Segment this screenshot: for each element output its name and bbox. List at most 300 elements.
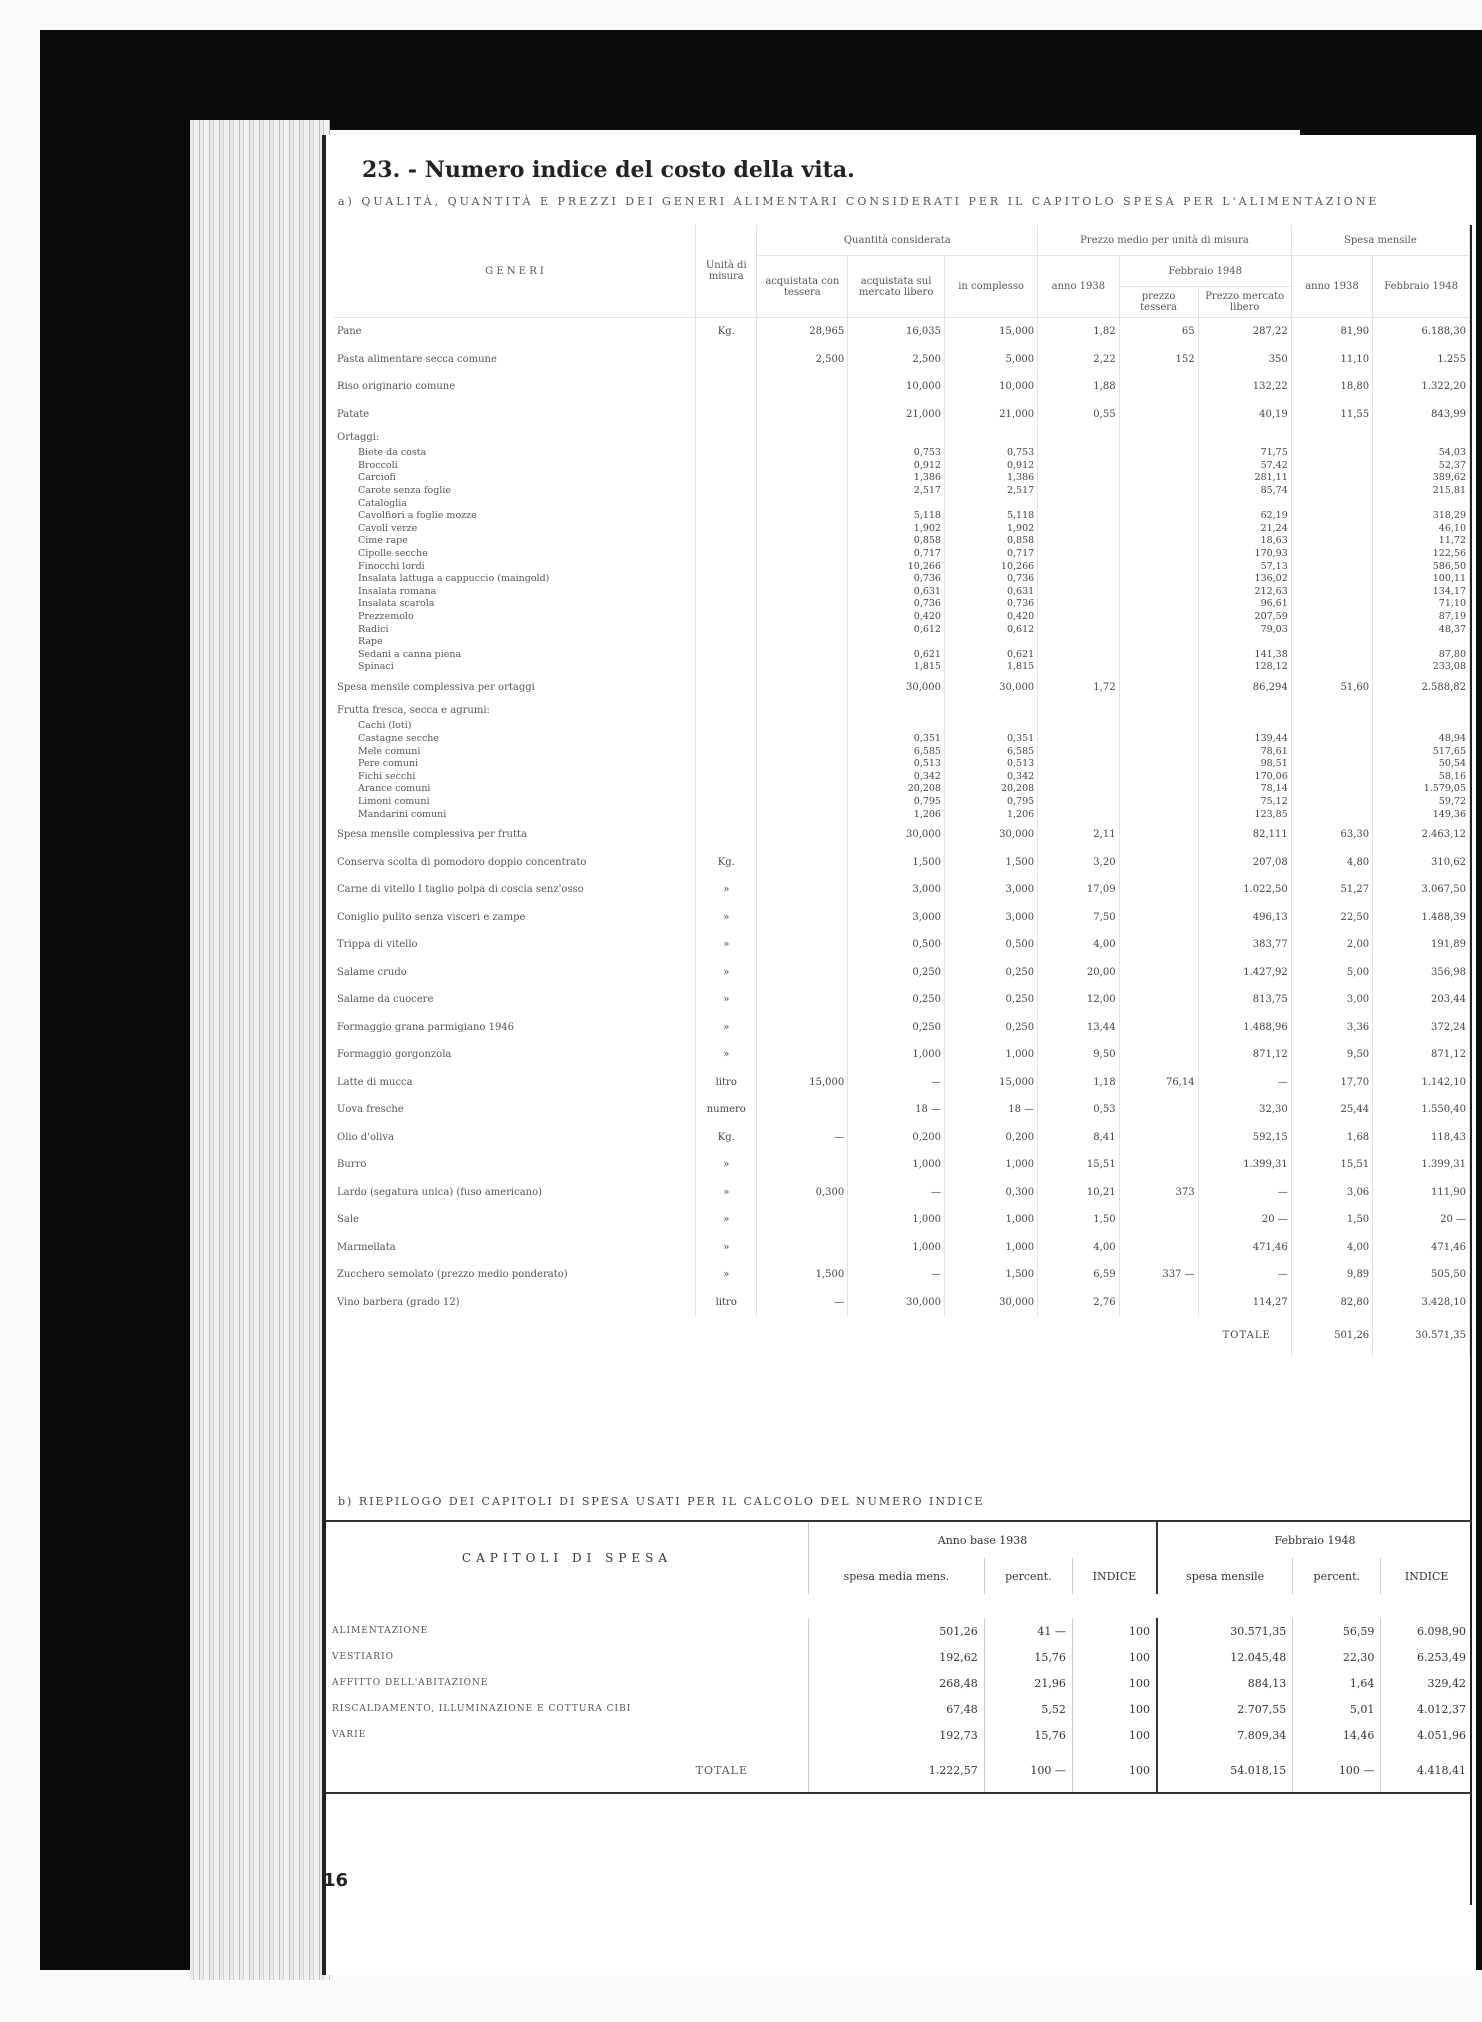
table-row — [334, 808, 1470, 821]
cell-p-libero: 132,22 — [1198, 373, 1291, 401]
cell-q-libero: 0,795 — [848, 796, 945, 809]
cell-indice-feb: 6.253,49 — [1381, 1644, 1472, 1670]
cell-s-feb: 111,90 — [1373, 1178, 1470, 1206]
cell-p-1938: 10,21 — [1038, 1178, 1119, 1206]
group-label: Frutta fresca, secca e agrumi: — [334, 701, 696, 720]
cell-unita: » — [696, 1041, 757, 1069]
cell-empty — [1291, 701, 1372, 720]
cell-p-libero: 871,12 — [1198, 1041, 1291, 1069]
cell-q-complesso: 1,000 — [944, 1151, 1037, 1179]
cell-p-libero: 141,38 — [1198, 649, 1291, 662]
cell-spesa-1938: 1.222,57 — [809, 1748, 985, 1793]
table-row — [334, 573, 1470, 586]
cell-q-libero: 20,208 — [848, 783, 945, 796]
cell-q-complesso: 20,208 — [944, 783, 1037, 796]
cell-q-complesso: 5,118 — [944, 510, 1037, 523]
table-row — [334, 903, 1470, 931]
cell-indice-feb: 4.418,41 — [1381, 1748, 1472, 1793]
cell-p-tessera — [1119, 636, 1198, 649]
cell-q-tessera — [757, 931, 848, 959]
cell-unita — [696, 586, 757, 599]
table-row — [334, 586, 1470, 599]
cell-q-libero: 5,118 — [848, 510, 945, 523]
cell-s-1938 — [1291, 497, 1372, 510]
cell-q-tessera — [757, 674, 848, 702]
cell-s-feb: 505,50 — [1373, 1261, 1470, 1289]
cell-unita: » — [696, 1151, 757, 1179]
cell-q-tessera — [757, 745, 848, 758]
cell-empty — [696, 428, 757, 447]
cell-q-libero: 0,250 — [848, 958, 945, 986]
cell-p-libero: 82,111 — [1198, 821, 1291, 849]
cell-s-1938: 51,60 — [1291, 674, 1372, 702]
cell-unita: Kg. — [696, 1123, 757, 1151]
cell-unita — [696, 510, 757, 523]
cell-empty — [1373, 428, 1470, 447]
cell-indice-1938: 100 — [1072, 1696, 1157, 1722]
cell-genere: Insalata lattuga a cappuccio (maingold) — [334, 573, 696, 586]
cell-s-1938 — [1291, 808, 1372, 821]
cell-spesa-1938: 268,48 — [809, 1670, 985, 1696]
cell-p-1938: 15,51 — [1038, 1151, 1119, 1179]
table-row — [334, 485, 1470, 498]
totale-row — [334, 1316, 1470, 1356]
cell-q-tessera — [757, 636, 848, 649]
cell-q-complesso: 18 — — [944, 1096, 1037, 1124]
cell-p-tessera — [1119, 808, 1198, 821]
cell-p-libero — [1198, 720, 1291, 733]
cell-q-libero: 0,200 — [848, 1123, 945, 1151]
cell-spesa-feb: 12.045,48 — [1157, 1644, 1293, 1670]
cell-genere: Rape — [334, 636, 696, 649]
cell-p-libero: 170,06 — [1198, 771, 1291, 784]
summary-row — [326, 1618, 1472, 1644]
cell-q-libero: 1,000 — [848, 1151, 945, 1179]
cell-p-libero: 79,03 — [1198, 623, 1291, 636]
cell-p-libero: 85,74 — [1198, 485, 1291, 498]
cell-q-complesso — [944, 497, 1037, 510]
cell-s-1938 — [1291, 535, 1372, 548]
cell-q-tessera — [757, 401, 848, 429]
cell-s-feb: 6.188,30 — [1373, 318, 1470, 346]
cell-genere: Patate — [334, 401, 696, 429]
cell-q-tessera — [757, 986, 848, 1014]
cell-genere: Insalata romana — [334, 586, 696, 599]
cell-indice-1938: 100 — [1072, 1618, 1157, 1644]
cell-p-1938: 0,55 — [1038, 401, 1119, 429]
totale-s-1938: 501,26 — [1291, 1316, 1372, 1356]
cell-s-feb: 48,94 — [1373, 733, 1470, 746]
cell-genere: Insalata scarola — [334, 598, 696, 611]
cell-unita — [696, 771, 757, 784]
section-a-title: 23. - Numero indice del costo della vita. — [362, 157, 855, 183]
cell-empty — [696, 701, 757, 720]
totale-s-feb: 30.571,35 — [1373, 1316, 1470, 1356]
cell-unita: » — [696, 1206, 757, 1234]
cell-p-1938 — [1038, 733, 1119, 746]
table-row — [334, 1096, 1470, 1124]
cell-unita: » — [696, 1178, 757, 1206]
cell-unita: » — [696, 931, 757, 959]
cell-unita — [696, 346, 757, 374]
cell-p-libero: — — [1198, 1178, 1291, 1206]
cell-genere: Cavoli verze — [334, 523, 696, 536]
cell-s-1938: 18,80 — [1291, 373, 1372, 401]
cell-p-tessera — [1119, 373, 1198, 401]
cell-p-tessera — [1119, 848, 1198, 876]
cell-unita — [696, 720, 757, 733]
col-unita: Unità di misura — [696, 225, 757, 318]
table-row — [334, 510, 1470, 523]
table-row — [334, 623, 1470, 636]
cell-percent-1938: 5,52 — [984, 1696, 1072, 1722]
cell-s-1938 — [1291, 460, 1372, 473]
cell-genere: Olio d'oliva — [334, 1123, 696, 1151]
cell-percent-1938: 15,76 — [984, 1722, 1072, 1748]
cell-unita: » — [696, 1013, 757, 1041]
cell-s-1938 — [1291, 472, 1372, 485]
cell-q-tessera — [757, 1013, 848, 1041]
cell-q-complesso: 1,000 — [944, 1233, 1037, 1261]
cell-s-feb: 87,19 — [1373, 611, 1470, 624]
cell-genere: Spinaci — [334, 661, 696, 674]
cell-p-tessera — [1119, 783, 1198, 796]
cell-s-1938: 2,00 — [1291, 931, 1372, 959]
cell-q-libero: 1,206 — [848, 808, 945, 821]
cell-unita: Kg. — [696, 848, 757, 876]
cell-p-libero: 1.022,50 — [1198, 876, 1291, 904]
cell-q-libero: 30,000 — [848, 1288, 945, 1316]
cell-p-tessera — [1119, 472, 1198, 485]
cell-unita — [696, 821, 757, 849]
table-row — [334, 611, 1470, 624]
cell-unita: » — [696, 876, 757, 904]
cell-s-feb: 2.463,12 — [1373, 821, 1470, 849]
col-p-feb: Febbraio 1948 — [1119, 256, 1291, 287]
cell-s-1938 — [1291, 611, 1372, 624]
cell-genere: Burro — [334, 1151, 696, 1179]
cell-spesa-feb: 54.018,15 — [1157, 1748, 1293, 1793]
cell-genere: Lardo (segatura unica) (fuso americano) — [334, 1178, 696, 1206]
cell-p-tessera — [1119, 986, 1198, 1014]
cell-empty — [1198, 701, 1291, 720]
table-row — [334, 472, 1470, 485]
cell-p-tessera — [1119, 523, 1198, 536]
table-row — [334, 598, 1470, 611]
cell-p-tessera — [1119, 447, 1198, 460]
cell-s-1938 — [1291, 758, 1372, 771]
cell-unita — [696, 497, 757, 510]
cell-q-libero: 1,500 — [848, 848, 945, 876]
table-row — [334, 958, 1470, 986]
cell-s-1938: 3,00 — [1291, 986, 1372, 1014]
cell-unita — [696, 661, 757, 674]
cell-q-libero: 0,736 — [848, 573, 945, 586]
cell-genere: Formaggio gorgonzola — [334, 1041, 696, 1069]
spacer — [326, 1594, 1472, 1618]
cell-q-libero: — — [848, 1178, 945, 1206]
cell-s-1938: 82,80 — [1291, 1288, 1372, 1316]
cell-s-feb — [1373, 636, 1470, 649]
col-spesa: Spesa mensile — [1291, 225, 1469, 256]
cell-s-feb: 58,16 — [1373, 771, 1470, 784]
cell-q-complesso: 2,517 — [944, 485, 1037, 498]
group-label-row — [334, 428, 1470, 447]
cell-p-tessera — [1119, 903, 1198, 931]
cell-q-libero: 1,815 — [848, 661, 945, 674]
cell-q-tessera — [757, 523, 848, 536]
cell-q-complesso: 0,795 — [944, 796, 1037, 809]
cell-q-tessera — [757, 447, 848, 460]
cell-q-tessera — [757, 783, 848, 796]
cell-genere: Mandarini comuni — [334, 808, 696, 821]
cell-p-libero: 96,61 — [1198, 598, 1291, 611]
col-q-libero: acquistata sul mercato libero — [848, 256, 945, 318]
cell-s-1938: 9,89 — [1291, 1261, 1372, 1289]
table-row — [334, 1068, 1470, 1096]
cell-q-tessera — [757, 560, 848, 573]
cell-empty — [848, 428, 945, 447]
cell-unita: » — [696, 1233, 757, 1261]
group-label-row — [334, 701, 1470, 720]
table-row — [334, 1123, 1470, 1151]
cell-q-complesso: 0,351 — [944, 733, 1037, 746]
table-row — [334, 1233, 1470, 1261]
group-label: Ortaggi: — [334, 428, 696, 447]
cell-q-tessera: 1,500 — [757, 1261, 848, 1289]
cell-q-tessera — [757, 661, 848, 674]
cell-unita — [696, 733, 757, 746]
cell-q-libero: 0,621 — [848, 649, 945, 662]
cell-p-libero: 1.427,92 — [1198, 958, 1291, 986]
cell-p-libero — [1198, 497, 1291, 510]
cell-unita — [696, 560, 757, 573]
cell-unita: litro — [696, 1288, 757, 1316]
cell-q-complesso: 0,250 — [944, 958, 1037, 986]
col-percent: percent. — [984, 1558, 1072, 1594]
cell-q-tessera: 15,000 — [757, 1068, 848, 1096]
cell-q-complesso: 10,000 — [944, 373, 1037, 401]
cell-unita — [696, 636, 757, 649]
cell-p-1938 — [1038, 510, 1119, 523]
cell-p-tessera — [1119, 497, 1198, 510]
cell-q-libero: 0,351 — [848, 733, 945, 746]
cell-capitolo: VESTIARIO — [332, 1652, 395, 1662]
cell-p-tessera — [1119, 733, 1198, 746]
cell-q-libero: 0,753 — [848, 447, 945, 460]
cell-genere: Latte di mucca — [334, 1068, 696, 1096]
cell-genere: Formaggio grana parmigiano 1946 — [334, 1013, 696, 1041]
col-s-1938: anno 1938 — [1291, 256, 1372, 318]
cell-s-1938: 63,30 — [1291, 821, 1372, 849]
cell-q-tessera — [757, 460, 848, 473]
cell-p-libero: 40,19 — [1198, 401, 1291, 429]
totale-label: TOTALE — [334, 1316, 1291, 1356]
cell-empty — [757, 428, 848, 447]
cell-p-tessera — [1119, 771, 1198, 784]
cell-p-1938: 4,00 — [1038, 1233, 1119, 1261]
cell-p-libero: 62,19 — [1198, 510, 1291, 523]
col-anno-base: Anno base 1938 — [809, 1521, 1157, 1558]
cell-q-complesso — [944, 636, 1037, 649]
cell-p-1938: 1,88 — [1038, 373, 1119, 401]
cell-p-libero: 1.488,96 — [1198, 1013, 1291, 1041]
cell-empty — [944, 428, 1037, 447]
cell-p-1938: 1,82 — [1038, 318, 1119, 346]
cell-unita — [696, 783, 757, 796]
cell-p-1938: 7,50 — [1038, 903, 1119, 931]
cell-empty — [1373, 701, 1470, 720]
cell-spesa-1938: 67,48 — [809, 1696, 985, 1722]
cell-p-1938 — [1038, 796, 1119, 809]
cell-q-tessera — [757, 758, 848, 771]
cell-unita: litro — [696, 1068, 757, 1096]
cell-s-1938: 3,06 — [1291, 1178, 1372, 1206]
cell-s-feb: 3.067,50 — [1373, 876, 1470, 904]
page-edges — [190, 120, 330, 1980]
cell-p-tessera — [1119, 1151, 1198, 1179]
cell-q-libero: 0,736 — [848, 598, 945, 611]
cell-empty — [944, 701, 1037, 720]
cell-genere: Cipolle secche — [334, 548, 696, 561]
cell-p-libero: 139,44 — [1198, 733, 1291, 746]
cell-genere: Cachi (loti) — [334, 720, 696, 733]
cell-q-complesso: 30,000 — [944, 674, 1037, 702]
cell-p-tessera — [1119, 720, 1198, 733]
cell-p-tessera — [1119, 510, 1198, 523]
cell-s-feb: 1.488,39 — [1373, 903, 1470, 931]
cell-s-1938: 22,50 — [1291, 903, 1372, 931]
cell-s-feb: 871,12 — [1373, 1041, 1470, 1069]
col-q-tessera: acquistata con tessera — [757, 256, 848, 318]
cell-indice-feb: 329,42 — [1381, 1670, 1472, 1696]
table-row — [334, 720, 1470, 733]
cell-p-tessera — [1119, 821, 1198, 849]
cell-p-tessera — [1119, 796, 1198, 809]
cell-s-feb: 1.399,31 — [1373, 1151, 1470, 1179]
cell-p-libero: 57,13 — [1198, 560, 1291, 573]
cell-p-1938 — [1038, 771, 1119, 784]
cell-q-complesso: 0,250 — [944, 986, 1037, 1014]
table-row — [334, 346, 1470, 374]
cell-p-tessera — [1119, 745, 1198, 758]
cell-q-complesso: 0,250 — [944, 1013, 1037, 1041]
cell-q-libero: 0,342 — [848, 771, 945, 784]
cell-s-feb: 48,37 — [1373, 623, 1470, 636]
cell-q-complesso: 10,266 — [944, 560, 1037, 573]
cell-s-feb: 356,98 — [1373, 958, 1470, 986]
cell-genere: Salame da cuocere — [334, 986, 696, 1014]
cell-p-tessera — [1119, 758, 1198, 771]
table-row — [334, 560, 1470, 573]
cell-q-libero: 30,000 — [848, 821, 945, 849]
cell-q-libero: 0,631 — [848, 586, 945, 599]
cell-empty — [1198, 428, 1291, 447]
cell-unita — [696, 401, 757, 429]
cell-p-1938: 20,00 — [1038, 958, 1119, 986]
cell-genere: Biete da costa — [334, 447, 696, 460]
cell-q-tessera — [757, 1151, 848, 1179]
cell-q-complesso: 0,612 — [944, 623, 1037, 636]
table-row — [334, 548, 1470, 561]
cell-p-1938 — [1038, 649, 1119, 662]
cell-genere: Uova fresche — [334, 1096, 696, 1124]
cell-unita — [696, 674, 757, 702]
cell-p-libero: 207,59 — [1198, 611, 1291, 624]
cell-q-complesso: 0,500 — [944, 931, 1037, 959]
cell-p-1938: 3,20 — [1038, 848, 1119, 876]
cell-p-libero — [1198, 636, 1291, 649]
cell-q-tessera — [757, 535, 848, 548]
cell-p-tessera — [1119, 623, 1198, 636]
col-indice-2: INDICE — [1381, 1558, 1472, 1594]
cell-s-1938: 17,70 — [1291, 1068, 1372, 1096]
table-row — [334, 1206, 1470, 1234]
table-row — [334, 796, 1470, 809]
cell-percent-1938: 21,96 — [984, 1670, 1072, 1696]
cell-unita — [696, 472, 757, 485]
cell-q-tessera — [757, 485, 848, 498]
table-row — [334, 1261, 1470, 1289]
cell-s-feb: 471,46 — [1373, 1233, 1470, 1261]
col-percent-2: percent. — [1293, 1558, 1381, 1594]
cell-q-libero: 1,902 — [848, 523, 945, 536]
table-row — [334, 497, 1470, 510]
cell-indice-feb: 4.051,96 — [1381, 1722, 1472, 1748]
cell-q-complesso: 1,815 — [944, 661, 1037, 674]
cell-p-libero: 21,24 — [1198, 523, 1291, 536]
cell-s-feb: 1.550,40 — [1373, 1096, 1470, 1124]
cell-q-libero: 2,517 — [848, 485, 945, 498]
cell-p-1938 — [1038, 586, 1119, 599]
table-row — [334, 649, 1470, 662]
cell-s-feb: 149,36 — [1373, 808, 1470, 821]
summary-row — [326, 1696, 1472, 1722]
cell-p-1938 — [1038, 636, 1119, 649]
cell-s-1938: 1,50 — [1291, 1206, 1372, 1234]
summary-row — [326, 1722, 1472, 1748]
cell-spesa-feb: 30.571,35 — [1157, 1618, 1293, 1644]
cell-s-1938 — [1291, 661, 1372, 674]
cell-p-tessera — [1119, 548, 1198, 561]
cell-p-tessera — [1119, 1206, 1198, 1234]
cell-q-tessera — [757, 876, 848, 904]
cell-s-1938 — [1291, 720, 1372, 733]
cell-p-1938 — [1038, 560, 1119, 573]
table-row — [334, 523, 1470, 536]
cell-s-1938: 1,68 — [1291, 1123, 1372, 1151]
cell-p-tessera — [1119, 1288, 1198, 1316]
cell-capitolo: VARIE — [332, 1730, 367, 1740]
cell-s-1938: 9,50 — [1291, 1041, 1372, 1069]
cell-p-1938 — [1038, 661, 1119, 674]
cell-s-feb: 843,99 — [1373, 401, 1470, 429]
cell-p-1938 — [1038, 598, 1119, 611]
cell-q-tessera — [757, 903, 848, 931]
cell-q-libero: 2,500 — [848, 346, 945, 374]
cell-s-1938: 81,90 — [1291, 318, 1372, 346]
cell-p-libero: 78,61 — [1198, 745, 1291, 758]
table-row — [334, 876, 1470, 904]
cell-p-libero: 86,294 — [1198, 674, 1291, 702]
cell-genere: Broccoli — [334, 460, 696, 473]
cell-s-1938: 15,51 — [1291, 1151, 1372, 1179]
cell-genere: Carote senza foglie — [334, 485, 696, 498]
cell-genere: Radici — [334, 623, 696, 636]
cell-q-libero: 0,250 — [848, 986, 945, 1014]
cell-genere: Fichi secchi — [334, 771, 696, 784]
cell-p-libero: 383,77 — [1198, 931, 1291, 959]
